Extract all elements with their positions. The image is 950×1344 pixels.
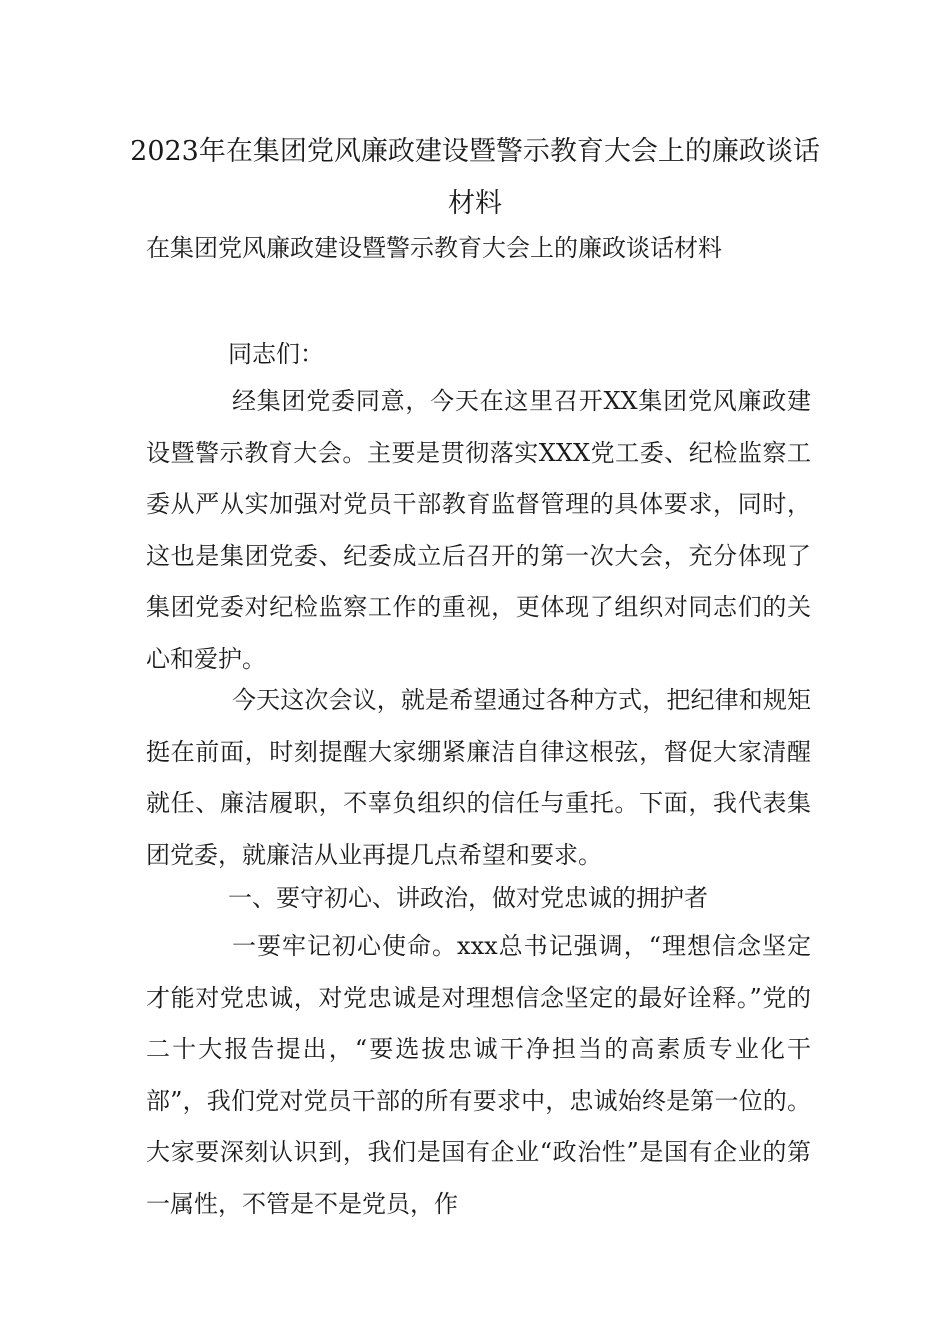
paragraph-2: 今天这次会议，就是希望通过各种方式，把纪律和规矩挺在前面，时刻提醒大家绷紧廉洁自律这根弦，督促大家清醒就任、廉洁履职，不辜负组织的信任与重托。下面，我代表集团党委，就廉洁从业再提几点希望和要求。 — [146, 686, 811, 869]
document-title-line-1: 2023年在集团党风廉政建设暨警示教育大会上的廉政谈话 — [130, 136, 820, 167]
document-title-line-2: 材料 — [448, 188, 502, 219]
section-heading: 一、要守初心、讲政治，做对党忠诚的拥护者 — [228, 884, 708, 912]
section-paragraph: 一要牢记初心使命。xxx总书记强调，“理想信念坚定才能对党忠诚，对党忠诚是对理想信念坚定的最好诠释。”党的二十大报告提出，“要选拔忠诚干净担当的高素质专业化干部”，我们党对党员干部的所有要求中，忠诚始终是第一位的。大家要深刻认识到，我们是国有企业“政治性”是国有企业的第一属性，不管是不是党员，作 — [146, 932, 811, 1218]
greeting: 同志们： — [228, 340, 324, 368]
paragraph-1: 经集团党委同意，今天在这里召开XX集团党风廉政建设暨警示教育大会。主要是贯彻落实XXX党工委、纪检监察工委从严从实加强对党员干部教育监督管理的具体要求，同时，这也是集团党委、纪委成立后召开的第一次大会，充分体现了集团党委对纪检监察工作的重视，更体现了组织对同志们的关心和爱护。 — [146, 387, 811, 673]
document-subtitle: 在集团党风廉政建设暨警示教育大会上的廉政谈话材料 — [146, 234, 722, 262]
